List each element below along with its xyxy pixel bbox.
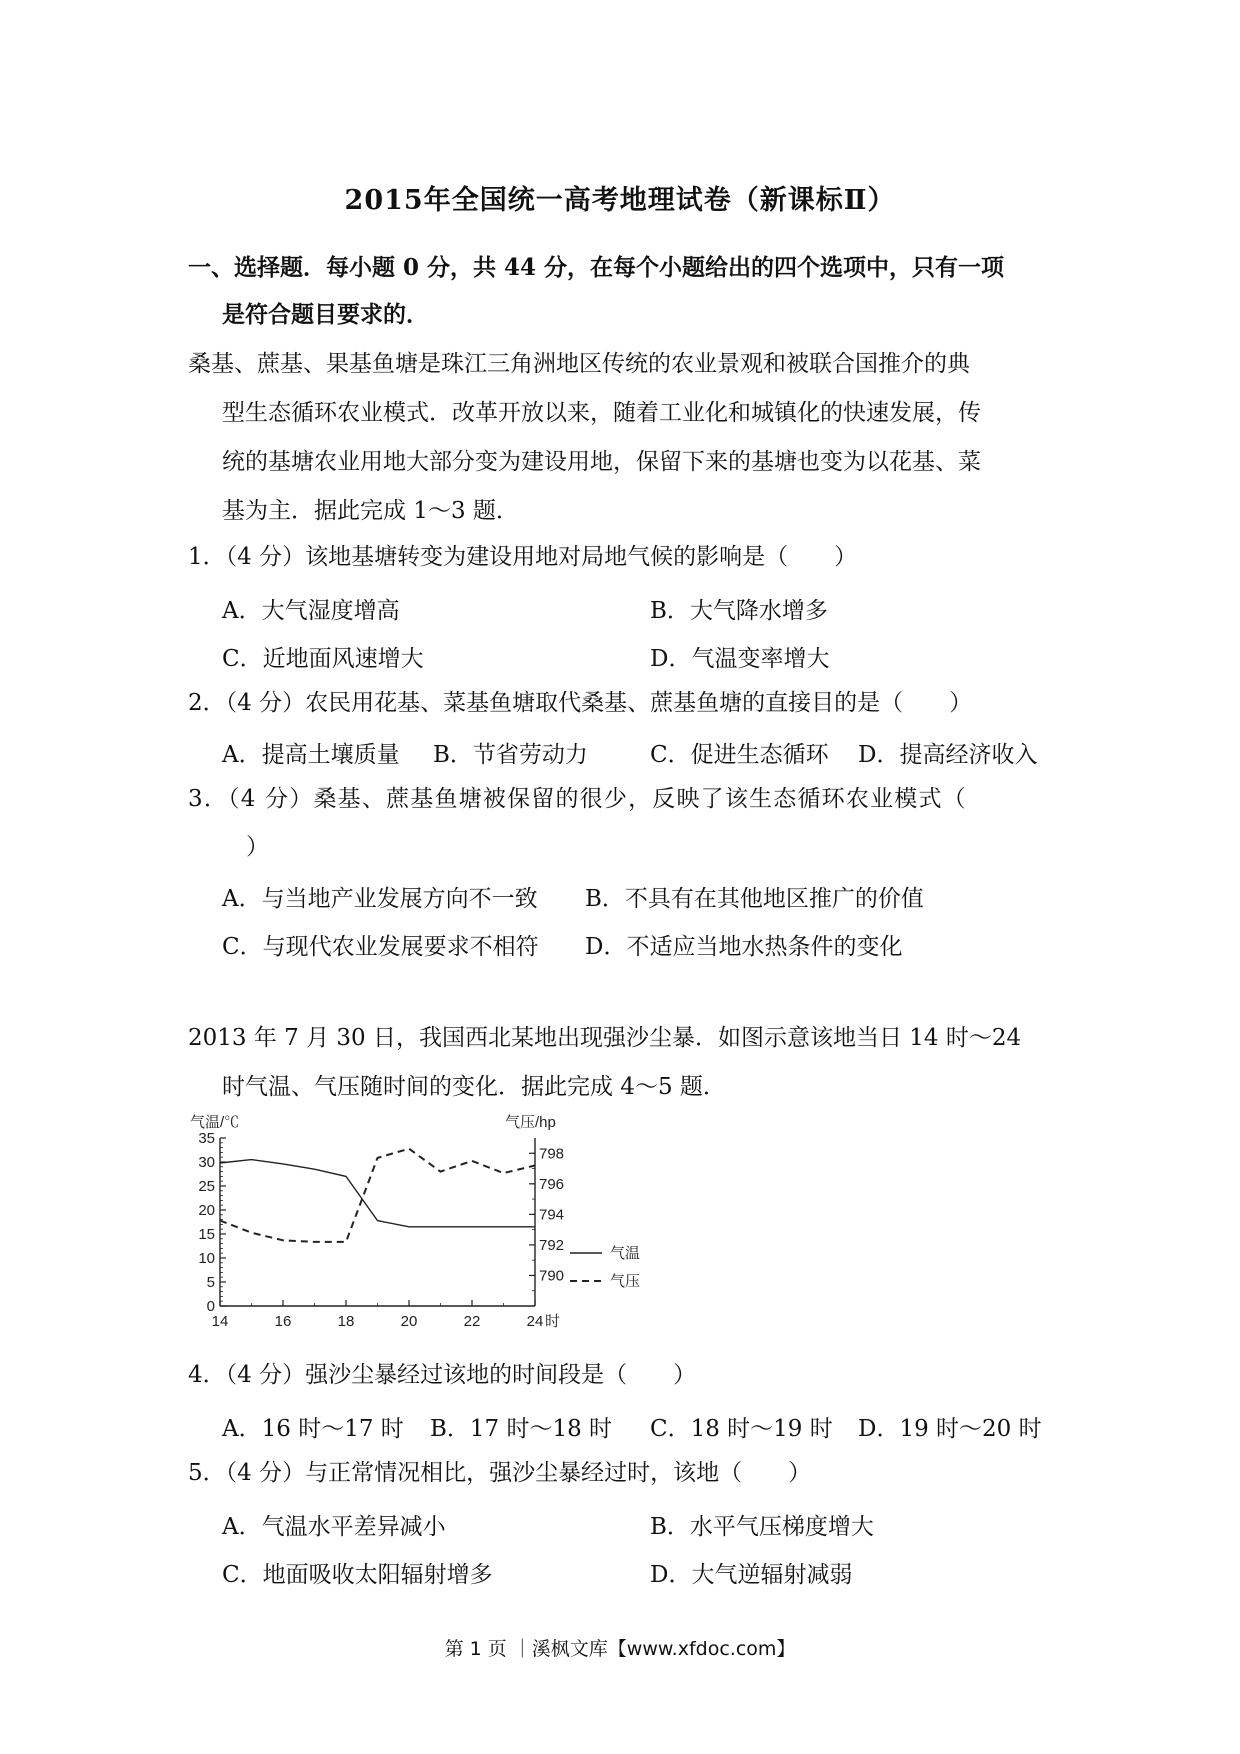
section-heading-line2: 是符合题目要求的． [222, 301, 429, 328]
temperature-pressure-chart [190, 1110, 730, 1350]
q2-option-d: D．提高经济收入 [858, 742, 1038, 768]
q3-stem-line2: ） [246, 834, 269, 860]
q1-option-d: D．气温变率增大 [650, 646, 830, 672]
q2-option-b: B．节省劳动力 [433, 742, 588, 768]
page-footer: 第 1 页 ｜溪枫文库【www.xfdoc.com】 [444, 1638, 796, 1660]
x-axis-title: 时 [545, 1313, 561, 1330]
y-left-axis-title: 气温/℃ [190, 1114, 240, 1131]
x-tick-label: 20 [400, 1313, 418, 1330]
q4-option-c: C．18 时～19 时 [650, 1416, 833, 1442]
y-left-tick-label: 5 [206, 1274, 215, 1291]
q2-stem: 2．（4 分）农民用花基、菜基鱼塘取代桑基、蔗基鱼塘的直接目的是（ ） [188, 690, 973, 716]
q1-stem: 1．（4 分）该地基塘转变为建设用地对局地气候的影响是（ ） [188, 544, 858, 570]
q2-option-c: C．促进生态循环 [650, 742, 829, 768]
intro2-line2: 时气温、气压随时间的变化．据此完成 4～5 题． [222, 1074, 726, 1100]
series-line-temperature [220, 1160, 535, 1227]
intro1-line4: 基为主．据此完成 1～3 题． [222, 498, 519, 524]
q5-option-a: A．气温水平差异减小 [222, 1514, 446, 1540]
x-tick-label: 24 [526, 1313, 544, 1330]
q4-option-b: B．17 时～18 时 [430, 1416, 613, 1442]
q3-option-d: D．不适应当地水热条件的变化 [585, 934, 903, 960]
intro1-line2: 型生态循环农业模式．改革开放以来，随着工业化和城镇化的快速发展，传 [222, 400, 981, 426]
q4-stem: 4．（4 分）强沙尘暴经过该地的时间段是（ ） [188, 1362, 697, 1388]
y-left-tick-label: 15 [198, 1226, 215, 1243]
y-right-axis-title: 气压/hp [505, 1114, 556, 1131]
q5-stem: 5．（4 分）与正常情况相比，强沙尘暴经过时，该地（ ） [188, 1460, 812, 1486]
y-right-tick-label: 794 [539, 1206, 565, 1224]
q5-option-b: B．水平气压梯度增大 [650, 1514, 874, 1540]
intro2-line1: 2013 年 7 月 30 日，我国西北某地出现强沙尘暴．如图示意该地当日 14 时～24 [188, 1025, 1022, 1051]
y-left-tick-label: 10 [198, 1250, 215, 1267]
y-left-tick-label: 20 [198, 1202, 215, 1219]
section-heading-line1: 一、选择题．每小题 0 分，共 44 分，在每个小题给出的四个选项中，只有一项 [188, 254, 1005, 281]
q1-option-b: B．大气降水增多 [650, 598, 828, 624]
q2-option-a: A．提高土壤质量 [222, 742, 400, 768]
x-tick-label: 18 [337, 1313, 355, 1330]
q1-option-c: C．近地面风速增大 [222, 646, 424, 672]
y-right-tick-label: 790 [539, 1267, 565, 1285]
q5-option-c: C．地面吸收太阳辐射增多 [222, 1562, 493, 1588]
x-tick-label: 22 [463, 1313, 481, 1330]
q3-option-c: C．与现代农业发展要求不相符 [222, 934, 539, 960]
q3-option-a: A．与当地产业发展方向不一致 [222, 886, 538, 912]
x-tick-label: 14 [211, 1313, 229, 1330]
y-right-tick-label: 798 [539, 1145, 565, 1163]
y-left-tick-label: 0 [206, 1298, 215, 1315]
q4-option-d: D．19 时～20 时 [858, 1416, 1042, 1442]
intro1-line1: 桑基、蔗基、果基鱼塘是珠江三角洲地区传统的农业景观和被联合国推介的典 [188, 351, 970, 377]
y-right-tick-label: 796 [539, 1175, 565, 1193]
y-right-tick-label: 792 [539, 1236, 565, 1254]
q4-option-a: A．16 时～17 时 [222, 1416, 404, 1442]
q3-stem-line1: 3．（4 分）桑基、蔗基鱼塘被保留的很少，反映了该生态循环农业模式（ [188, 786, 967, 812]
page-title: 2015年全国统一高考地理试卷（新课标Ⅱ） [344, 185, 896, 216]
legend-label: 气温 [610, 1245, 641, 1262]
y-left-tick-label: 30 [198, 1154, 215, 1171]
series-line-pressure [220, 1149, 535, 1242]
q1-option-a: A．大气湿度增高 [222, 598, 400, 624]
y-left-tick-label: 35 [198, 1130, 215, 1147]
q5-option-d: D．大气逆辐射减弱 [650, 1562, 853, 1588]
x-tick-label: 16 [274, 1313, 292, 1330]
intro1-line3: 统的基塘农业用地大部分变为建设用地，保留下来的基塘也变为以花基、菜 [222, 449, 981, 475]
y-left-tick-label: 25 [198, 1178, 215, 1195]
q3-option-b: B．不具有在其他地区推广的价值 [585, 886, 924, 912]
legend-label: 气压 [610, 1273, 641, 1290]
